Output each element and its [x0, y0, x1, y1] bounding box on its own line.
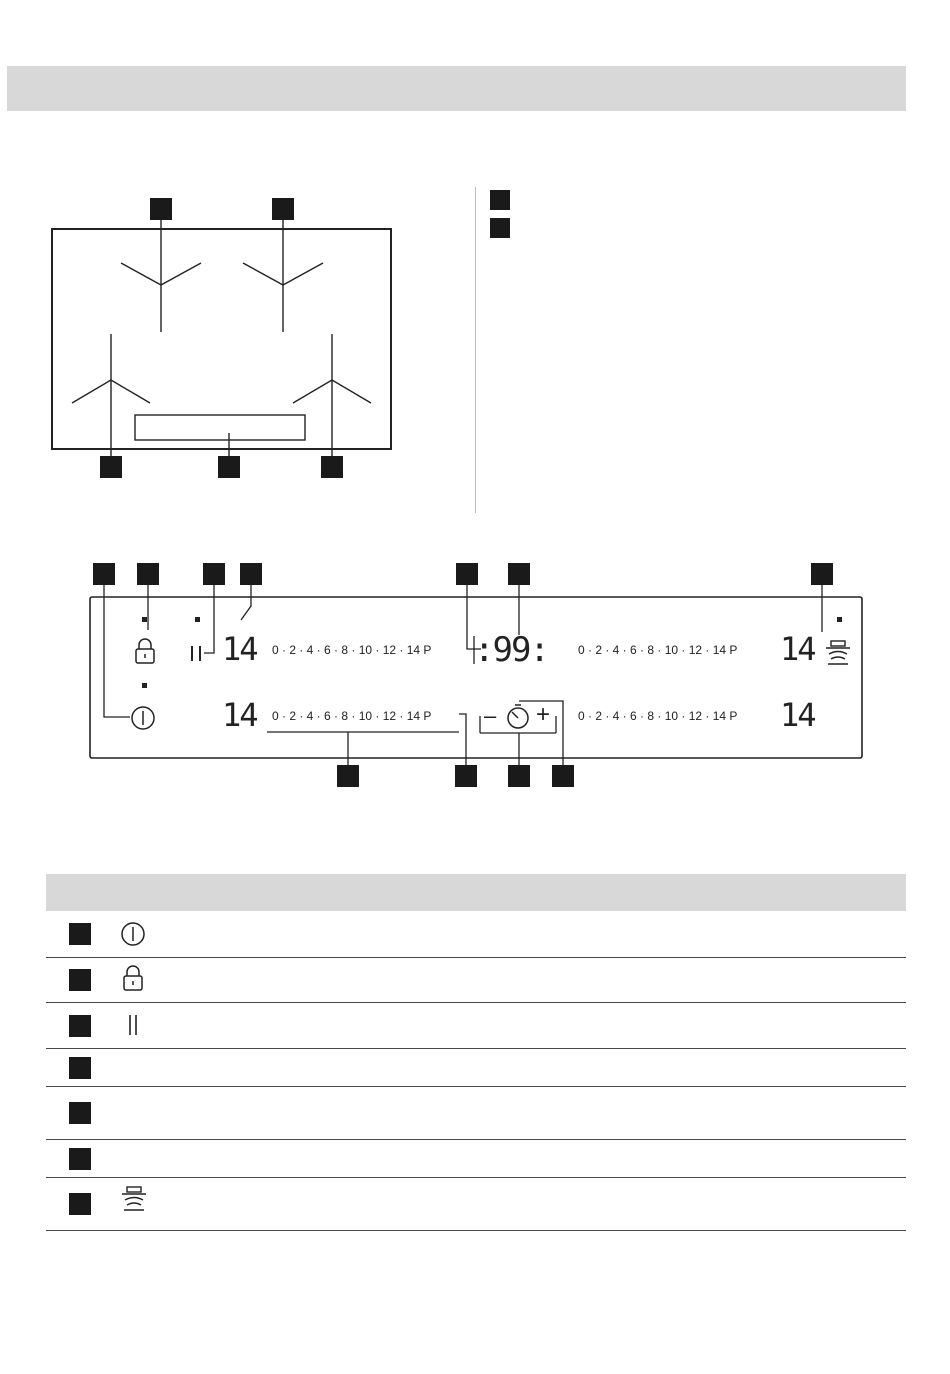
callout-marker	[240, 563, 262, 585]
pause-icon	[120, 1013, 146, 1039]
callout-marker	[508, 563, 530, 585]
power-level-display-top-left: 14	[222, 630, 257, 668]
hob2hood-icon[interactable]	[826, 641, 850, 664]
table-row	[46, 1087, 906, 1140]
row-marker	[69, 1102, 91, 1124]
power-scale-top-right[interactable]: 0 · 2 · 4 · 6 · 8 · 10 · 12 · 14 P	[578, 643, 738, 657]
timer-icon[interactable]	[508, 705, 528, 728]
table-row	[46, 1140, 906, 1178]
lock-icon[interactable]	[136, 639, 154, 663]
power-level-display-top-right: 14	[780, 630, 815, 668]
callout-marker	[93, 563, 115, 585]
indicator-dot	[142, 683, 147, 688]
power-level-display-bottom-left: 14	[222, 696, 257, 734]
power-scale-bottom-right[interactable]: 0 · 2 · 4 · 6 · 8 · 10 · 12 · 14 P	[578, 709, 738, 723]
power-level-display-bottom-right: 14	[780, 696, 815, 734]
table-row	[46, 958, 906, 1003]
timer-display: :99:	[474, 630, 548, 670]
table-row	[46, 1178, 906, 1231]
callout-marker	[337, 765, 359, 787]
callout-marker	[137, 563, 159, 585]
table-row	[46, 1049, 906, 1087]
row-marker	[69, 1015, 91, 1037]
row-marker	[69, 1057, 91, 1079]
callout-marker	[811, 563, 833, 585]
row-marker	[69, 1148, 91, 1170]
power-icon[interactable]	[132, 707, 154, 729]
callout-marker	[203, 563, 225, 585]
callout-marker	[456, 563, 478, 585]
indicator-dot	[142, 617, 147, 622]
power-scale-bottom-left[interactable]: 0 · 2 · 4 · 6 · 8 · 10 · 12 · 14 P	[272, 709, 432, 723]
table-header	[46, 874, 906, 911]
row-marker	[69, 969, 91, 991]
callout-marker	[552, 765, 574, 787]
power-icon	[120, 921, 146, 947]
lock-icon	[120, 964, 146, 994]
timer-minus-button[interactable]: –	[484, 703, 497, 728]
row-marker	[69, 923, 91, 945]
indicator-dot	[837, 617, 842, 622]
control-panel-outline	[90, 597, 862, 758]
callout-marker	[455, 765, 477, 787]
callout-marker	[508, 765, 530, 787]
power-scale-top-left[interactable]: 0 · 2 · 4 · 6 · 8 · 10 · 12 · 14 P	[272, 643, 432, 657]
pause-icon[interactable]	[192, 646, 200, 661]
table-row	[46, 911, 906, 958]
indicator-dot	[195, 617, 200, 622]
timer-plus-button[interactable]: +	[536, 701, 551, 728]
hob2hood-icon	[120, 1186, 148, 1214]
table-row	[46, 1003, 906, 1049]
row-marker	[69, 1193, 91, 1215]
